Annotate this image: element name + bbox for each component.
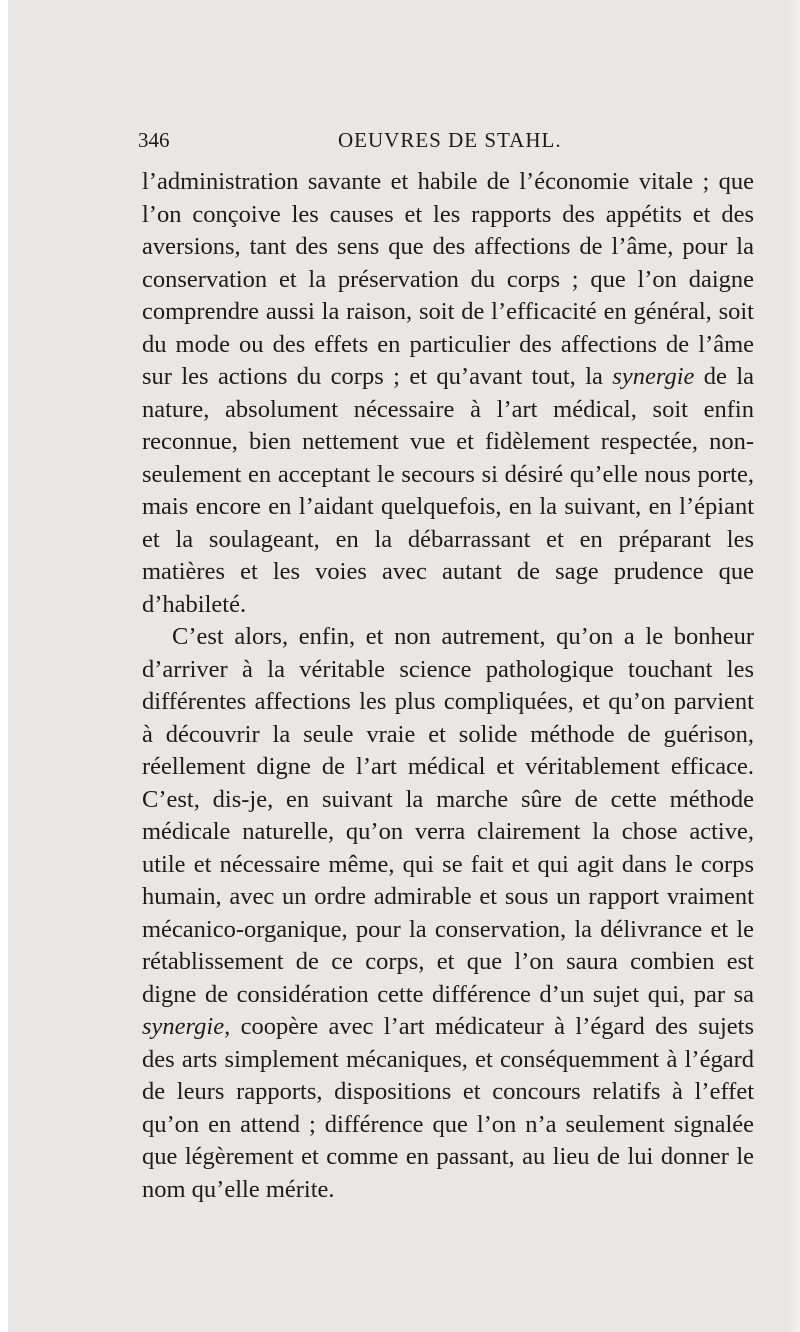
paragraph-2 <box>142 621 754 1206</box>
paragraph-1 <box>142 166 754 621</box>
paragraph-1-italic-synergie: synergie <box>612 363 695 390</box>
scan-margin-right <box>790 0 800 1332</box>
paragraph-1-text-b: de la nature, absolument nécessaire à l’art médical, soit enfin reconnue, bien nettement vue et fidèlement respectée, non-seulement en acceptant le secours si désiré qu’elle nous porte, mais encore en l’aidant quelquefois, en la suivant, en l’épiant et la soulageant, en la débarrassant et en préparant les matières et les voies avec autant de sage prudence que d’habileté. <box>142 363 755 618</box>
paragraph-1-text-a: l’administration savante et habile de l’économie vitale ; que l’on conçoive les causes et les rapports des appétits et des aversions, tant des sens que des affections de l’âme, pour la conservation et la préservation du corps ; que l’on daigne comprendre aussi la raison, soit de l’efficacité en général, soit du mode ou des effets en particulier des affections de l’âme sur les actions du corps ; et qu’avant tout, la <box>142 168 754 390</box>
paragraph-2-text-b: coopère avec l’art médicateur à l’égard des sujets des arts simplement mécaniques, et conséquemment à l’égard de leurs rapports, dispositions et concours relatifs à l’effet qu’on en attend ; différence que l’on n’a seulement signalée que légèrement et comme en passant, au lieu de lui donner le nom qu’elle mérite. <box>142 1013 754 1203</box>
scan-margin-left <box>0 0 8 1332</box>
running-header <box>138 120 758 160</box>
paragraph-2-italic-synergie: synergie, <box>142 1013 231 1040</box>
body-text <box>142 166 754 1206</box>
page-number: 346 <box>138 128 170 152</box>
running-title: OEUVRES DE STAHL. <box>338 128 562 152</box>
paragraph-2-text-a: C’est alors, enfin, et non autrement, qu’on a le bonheur d’arriver à la véritable science pathologique touchant les différentes affections les plus compliquées, et qu’on parvient à découvrir la seule vraie et solide méthode de guérison, réellement digne de l’art médical et véritablement efficace. C’est, dis-je, en suivant la marche sûre de cette méthode médicale naturelle, qu’on verra clairement la chose active, utile et nécessaire même, qui se fait et qui agit dans le corps humain, avec un ordre admirable et sous un rapport vraiment mécanico-organique, pour la conservation, la délivrance et le rétablissement de ce corps, et que l’on saura combien est digne de considération cette différence d’un sujet qui, par sa <box>142 623 754 1008</box>
